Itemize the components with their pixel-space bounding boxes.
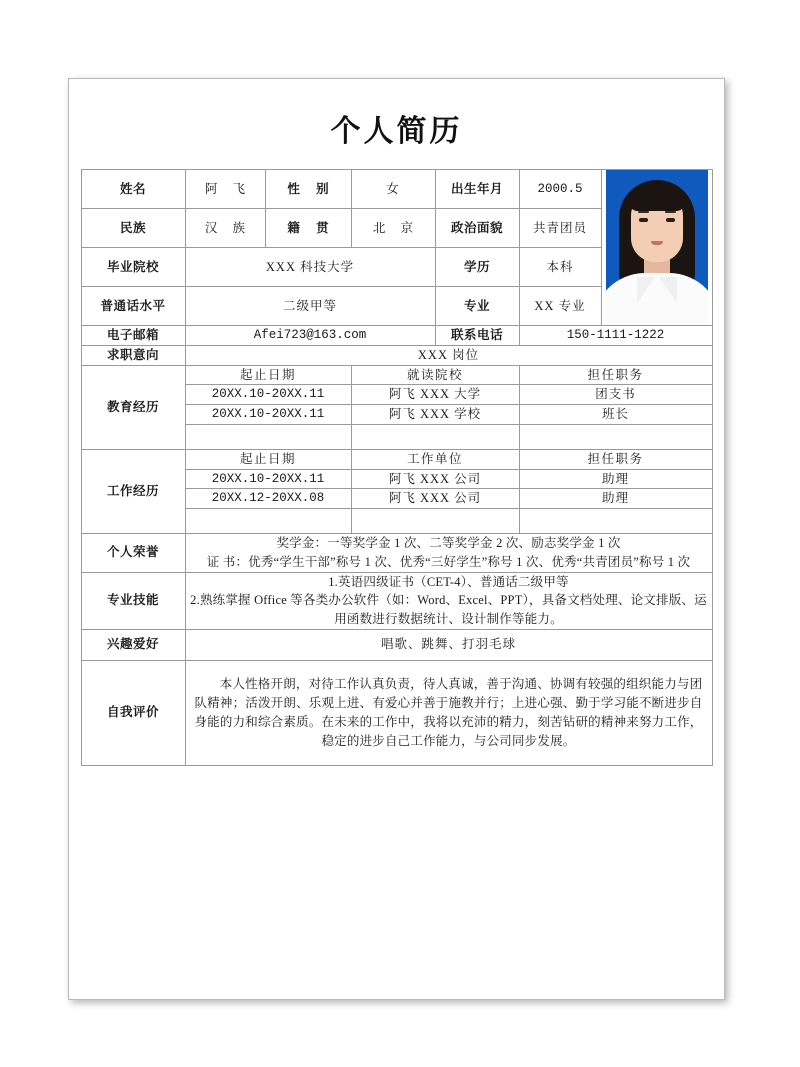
work-company: 阿飞 XXX 公司 bbox=[351, 489, 519, 509]
photo-cell bbox=[601, 170, 712, 326]
label-gender: 性 别 bbox=[265, 170, 351, 209]
education-dates: 20XX.10-20XX.11 bbox=[185, 385, 351, 405]
page-title: 个人简历 bbox=[330, 114, 463, 149]
label-major: 专业 bbox=[435, 287, 519, 326]
skills-row bbox=[81, 572, 712, 629]
table-row bbox=[81, 170, 712, 209]
work-position: 助理 bbox=[519, 469, 712, 489]
value-phone: 150-1111-1222 bbox=[519, 326, 712, 346]
self-evaluation-content bbox=[185, 660, 712, 765]
work-col-position: 担任职务 bbox=[519, 449, 712, 469]
label-school: 毕业院校 bbox=[81, 248, 185, 287]
label-origin: 籍 贯 bbox=[265, 209, 351, 248]
table-row bbox=[81, 326, 712, 346]
work-position: 助理 bbox=[519, 489, 712, 509]
education-col-school: 就读院校 bbox=[351, 365, 519, 385]
education-school bbox=[351, 424, 519, 449]
section-label-skills: 专业技能 bbox=[81, 572, 185, 629]
value-gender: 女 bbox=[351, 170, 435, 209]
section-label-self-evaluation: 自我评价 bbox=[81, 660, 185, 765]
work-dates: 20XX.12-20XX.08 bbox=[185, 489, 351, 509]
education-col-dates: 起止日期 bbox=[185, 365, 351, 385]
work-header-row bbox=[81, 449, 712, 469]
education-col-position: 担任职务 bbox=[519, 365, 712, 385]
skills-line: 2.熟练掌握 Office 等各类办公软件（如：Word、Excel、PPT），具备文档处理、论文排版、运用函数进行数据统计、设计制作等能力。 bbox=[190, 593, 707, 626]
education-dates bbox=[185, 424, 351, 449]
label-birth-date: 出生年月 bbox=[435, 170, 519, 209]
education-position bbox=[519, 424, 712, 449]
value-job-intent: XXX 岗位 bbox=[185, 345, 712, 365]
section-label-work: 工作经历 bbox=[81, 449, 185, 533]
table-row bbox=[81, 345, 712, 365]
work-col-dates: 起止日期 bbox=[185, 449, 351, 469]
value-email: Afei723@163.com bbox=[185, 326, 435, 346]
label-job-intent: 求职意向 bbox=[81, 345, 185, 365]
work-dates: 20XX.10-20XX.11 bbox=[185, 469, 351, 489]
work-company: 阿飞 XXX 公司 bbox=[351, 469, 519, 489]
work-company bbox=[351, 509, 519, 534]
value-mandarin: 二级甲等 bbox=[185, 287, 435, 326]
work-position bbox=[519, 509, 712, 534]
education-position: 班长 bbox=[519, 405, 712, 425]
resume-page bbox=[68, 78, 725, 1000]
education-school: 阿飞 XXX 学校 bbox=[351, 405, 519, 425]
value-birth-date: 2000.5 bbox=[519, 170, 601, 209]
self-evaluation-text: 本人性格开朗，对待工作认真负责，待人真诚，善于沟通、协调有较强的组织能力与团队精神；活泼开朗、乐观上进、有爱心并善于施教并行；上进心强、勤于学习能不断进步自身能的力和综合素质。在未来的工作中，我将以充沛的精力，刻苦钻研的精神来努力工作，稳定的进步自己工作能力，与公司同步发展。 bbox=[194, 677, 703, 748]
skills-line: 1.英语四级证书（CET-4）、普通话二级甲等 bbox=[328, 574, 569, 589]
value-ethnicity: 汉 族 bbox=[185, 209, 265, 248]
work-col-company: 工作单位 bbox=[351, 449, 519, 469]
value-origin: 北 京 bbox=[351, 209, 435, 248]
label-mandarin: 普通话水平 bbox=[81, 287, 185, 326]
hobbies-value: 唱歌、跳舞、打羽毛球 bbox=[185, 629, 712, 660]
label-phone: 联系电话 bbox=[435, 326, 519, 346]
education-school: 阿飞 XXX 大学 bbox=[351, 385, 519, 405]
education-header-row bbox=[81, 365, 712, 385]
resume-table bbox=[81, 169, 713, 766]
hobbies-row bbox=[81, 629, 712, 660]
work-dates bbox=[185, 509, 351, 534]
honors-line: 证 书：优秀“学生干部”称号 1 次、优秀“三好学生”称号 1 次、优秀“共青团员”称号 1 次 bbox=[206, 554, 691, 569]
label-degree: 学历 bbox=[435, 248, 519, 287]
honors-content bbox=[185, 534, 712, 573]
education-position: 团支书 bbox=[519, 385, 712, 405]
label-name: 姓名 bbox=[81, 170, 185, 209]
skills-content bbox=[185, 572, 712, 629]
value-name: 阿 飞 bbox=[185, 170, 265, 209]
value-major: XX 专业 bbox=[519, 287, 601, 326]
section-label-education: 教育经历 bbox=[81, 365, 185, 449]
education-dates: 20XX.10-20XX.11 bbox=[185, 405, 351, 425]
section-label-honors: 个人荣誉 bbox=[81, 534, 185, 573]
value-degree: 本科 bbox=[519, 248, 601, 287]
value-school: XXX 科技大学 bbox=[185, 248, 435, 287]
honors-line: 奖学金：一等奖学金 1 次、二等奖学金 2 次、励志奖学金 1 次 bbox=[276, 536, 621, 550]
value-political-status: 共青团员 bbox=[519, 209, 601, 248]
id-photo bbox=[606, 170, 708, 325]
honors-row bbox=[81, 534, 712, 573]
section-label-hobbies: 兴趣爱好 bbox=[81, 629, 185, 660]
label-ethnicity: 民族 bbox=[81, 209, 185, 248]
self-evaluation-row bbox=[81, 660, 712, 765]
label-political-status: 政治面貌 bbox=[435, 209, 519, 248]
label-email: 电子邮箱 bbox=[81, 326, 185, 346]
